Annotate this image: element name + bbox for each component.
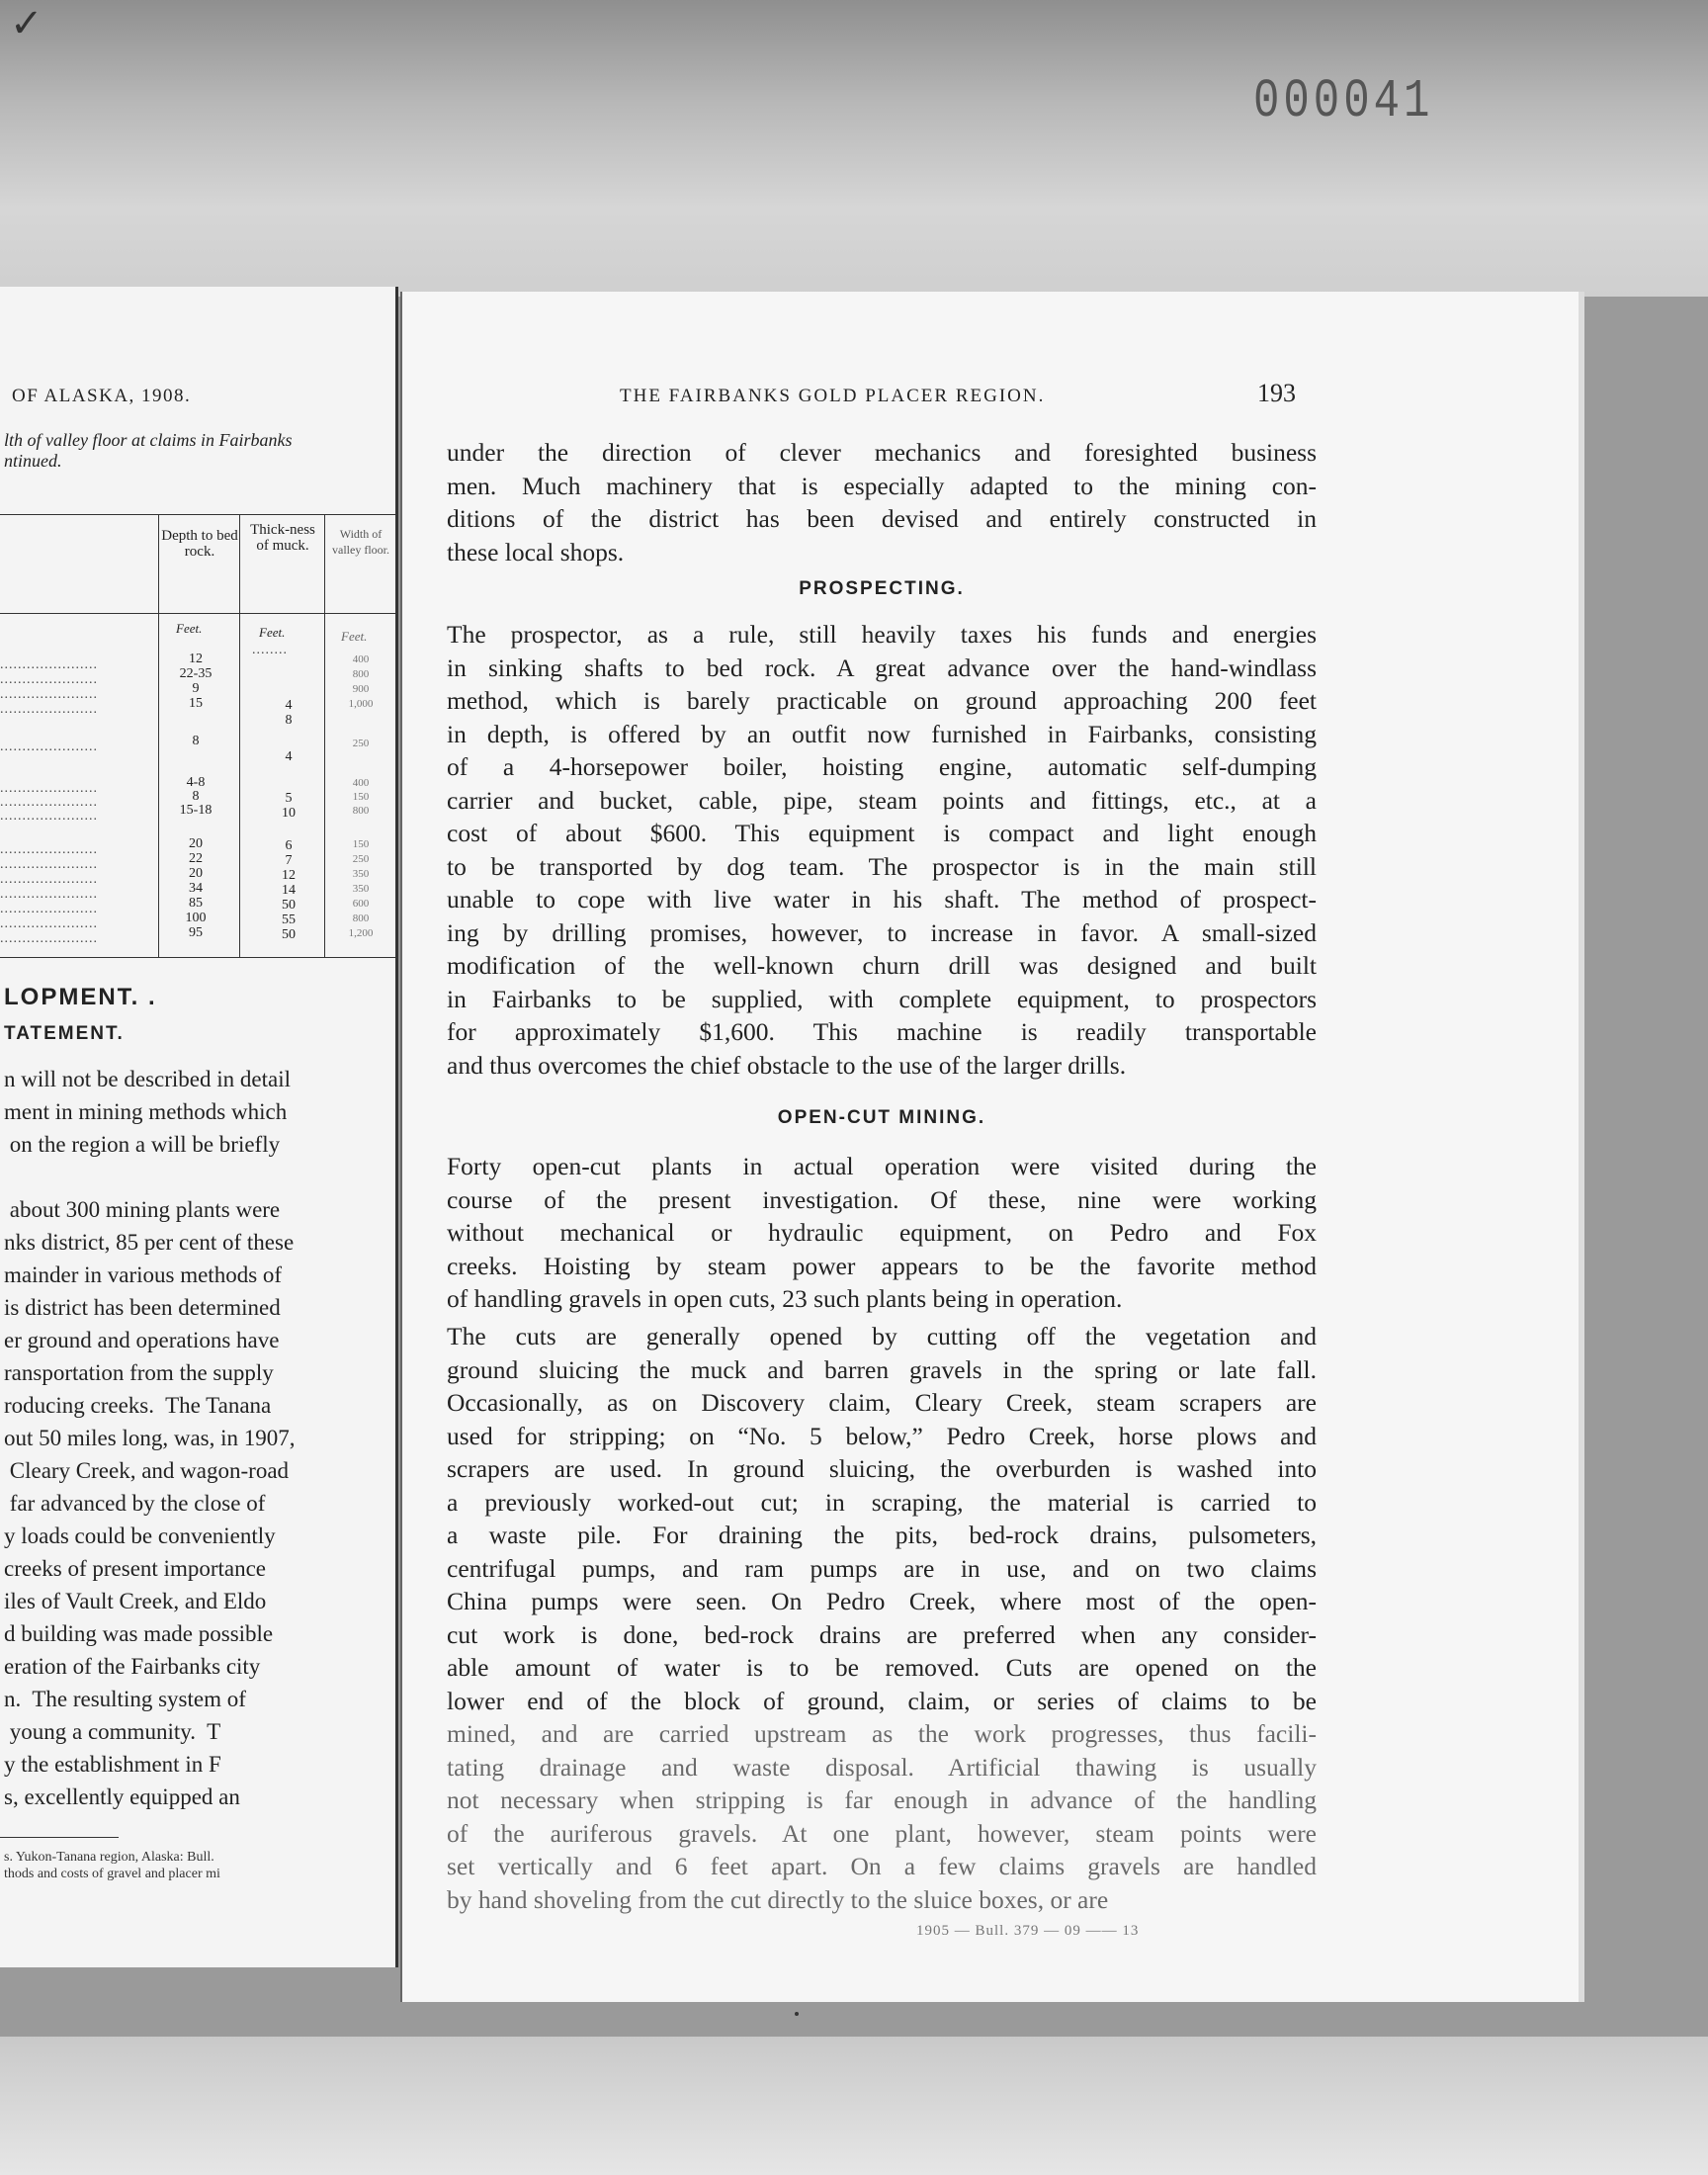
cell-width: 1,000 — [348, 698, 374, 710]
row-leader: ...................... — [0, 809, 98, 824]
text-line: centrifugal pumps, and ram pumps are in use, and on two claims — [447, 1553, 1317, 1583]
table-top-rule — [0, 514, 395, 515]
cell-width: 150 — [352, 791, 370, 803]
text-line: set vertically and 6 feet apart. On a few claims gravels are handled — [447, 1852, 1317, 1880]
cell-width: 800 — [352, 668, 370, 680]
cell-muck: 12 — [282, 868, 296, 883]
intro-paragraph — [447, 436, 1317, 568]
text-line: of the auriferous gravels. At one plant, however, steam points were — [447, 1818, 1317, 1848]
row-leader: ...................... — [0, 931, 98, 946]
scan-bottom-background — [0, 2037, 1708, 2175]
cell-muck: 4 — [285, 749, 293, 764]
unit-depth: Feet. — [176, 621, 203, 636]
cell-muck: 8 — [285, 713, 293, 728]
running-head: THE FAIRBANKS GOLD PLACER REGION. — [620, 386, 1046, 406]
text-line: in Fairbanks to be supplied, with complete equipment, to prospectors — [447, 984, 1317, 1013]
cell-muck: 5 — [285, 791, 293, 806]
text-line: ditions of the district has been devised and entirely constructed in — [447, 504, 1317, 533]
row-leader: ...................... — [0, 657, 98, 672]
text-line: by hand shoveling from the cut directly to the sluice boxes, or are — [447, 1884, 1109, 1914]
text-line: Occasionally, as on Discovery claim, Cleary Creek, steam scrapers are — [447, 1388, 1317, 1417]
table-col-divider — [324, 514, 325, 957]
cell-depth: 15-18 — [179, 803, 213, 818]
cell-depth: 15 — [189, 696, 203, 711]
cell-width: 350 — [352, 868, 370, 880]
table-header-rule — [0, 613, 395, 614]
cell-depth: 34 — [189, 881, 203, 896]
cell-depth: 22-35 — [179, 666, 213, 681]
cell-muck: 10 — [282, 806, 296, 821]
text-line: able amount of water is to be removed. Cuts are opened on the — [447, 1653, 1317, 1682]
cell-depth: 100 — [185, 911, 207, 925]
cell-muck: 4 — [285, 698, 293, 713]
text-line: and thus overcomes the chief obstacle to the use of the larger drills. — [447, 1050, 1127, 1080]
row-leader: ...................... — [0, 916, 98, 931]
page-number: 193 — [1257, 379, 1296, 407]
text-line: for approximately $1,600. This machine is readily transportable — [447, 1017, 1317, 1046]
text-line: these local shops. — [447, 537, 625, 566]
row-leader: ...................... — [0, 781, 98, 796]
text-line: China pumps were seen. On Pedro Creek, where most of the open- — [447, 1587, 1317, 1615]
archive-stamp-number: 000041 — [1253, 70, 1434, 133]
text-line: ing by drilling promises, however, to increase in favor. A small-sized — [447, 917, 1317, 947]
row-leader: ...................... — [0, 887, 98, 902]
text-line: modification of the well-known churn drill was designed and built — [447, 951, 1317, 980]
cell-width: 350 — [352, 883, 370, 895]
open-cut-paragraph-1 — [447, 1150, 1317, 1316]
row-leader: ........ — [252, 643, 288, 657]
speck — [795, 2012, 799, 2016]
left-body-text: n will not be described in detail ment in mining methods which on the region a will be briefly about 300 mining plants were nks district, 85 per cent of these mainder in various methods of is district has been determined er ground and operations have ransportation from the supply roducing creeks. The Tanana out 50 miles long, was, in 1907, Cleary Creek, and wagon-road far advanced by the close of y loads could be conveniently creeks of present importance iles of Vault Creek, and Eldo d building was made possible eration of the Fairbanks city n. The resulting system of young a community. T y the establishment in F s, excellently equipped an — [4, 1067, 296, 1809]
cell-width: 400 — [352, 653, 370, 665]
cell-width: 600 — [352, 898, 370, 910]
open-cut-paragraph-2 — [447, 1320, 1317, 1916]
cell-width: 800 — [352, 805, 370, 817]
cell-depth: 22 — [189, 851, 203, 866]
text-line: a previously worked-out cut; in scraping, the material is carried to — [447, 1487, 1317, 1517]
table-caption: lth of valley floor at claims in Fairbanks ntinued. — [4, 430, 293, 471]
text-line: The prospector, as a rule, still heavily taxes his funds and energies — [447, 620, 1317, 649]
section-title: LOPMENT. . — [4, 984, 157, 1010]
cell-depth: 8 — [192, 734, 200, 748]
cell-muck: 55 — [282, 913, 296, 927]
prospecting-paragraph — [447, 618, 1317, 1082]
cell-muck: 6 — [285, 838, 293, 853]
text-line: men. Much machinery that is especially adapted to the mining con- — [447, 471, 1317, 500]
cell-muck: 14 — [282, 883, 296, 898]
section-subtitle: TATEMENT. — [4, 1023, 125, 1044]
unit-muck: Feet. — [259, 625, 286, 640]
text-line: a waste pile. For draining the pits, bed-rock drains, pulsometers, — [447, 1521, 1317, 1549]
col-header-muck: Thick-ness of muck. — [250, 522, 315, 554]
text-line: under the direction of clever mechanics and foresighted business — [447, 438, 1317, 467]
row-leader: ...................... — [0, 842, 98, 857]
footnote-rule — [0, 1837, 119, 1838]
cell-depth: 85 — [189, 896, 203, 911]
text-line: not necessary when stripping is far enough in advance of the handling — [447, 1785, 1317, 1814]
cell-depth: 20 — [189, 836, 203, 851]
row-leader: ...................... — [0, 795, 98, 810]
left-page — [0, 287, 398, 1967]
cell-width: 250 — [352, 853, 370, 865]
text-line: lower end of the block of ground, claim, or series of claims to be — [447, 1686, 1317, 1715]
cell-muck: 7 — [285, 853, 293, 868]
text-line: tating drainage and waste disposal. Artificial thawing is usually — [447, 1752, 1317, 1782]
col-header-depth: Depth to bed rock. — [161, 528, 238, 560]
text-line: method, which is barely practicable on ground approaching 200 feet — [447, 686, 1317, 715]
text-line: of handling gravels in open cuts, 23 such plants being in operation. — [447, 1284, 1123, 1313]
left-running-head: OF ALASKA, 1908. — [12, 386, 192, 406]
heading-prospecting: PROSPECTING. — [799, 578, 965, 599]
text-line: cost of about $600. This equipment is compact and light enough — [447, 819, 1317, 847]
text-line: cut work is done, bed-rock drains are preferred when any consider- — [447, 1619, 1317, 1649]
cell-width: 250 — [352, 738, 370, 749]
text-line: course of the present investigation. Of these, nine were working — [447, 1184, 1317, 1214]
cell-depth: 12 — [189, 652, 203, 666]
text-line: in depth, is offered by an outfit now furnished in Fairbanks, consisting — [447, 719, 1317, 748]
row-leader: ...................... — [0, 902, 98, 916]
cell-width: 1,200 — [348, 927, 374, 939]
cell-width: 150 — [352, 838, 370, 850]
cell-width: 800 — [352, 913, 370, 924]
table-col-divider — [158, 514, 159, 957]
table-col-divider — [239, 514, 240, 957]
row-leader: ...................... — [0, 872, 98, 887]
text-line: The cuts are generally opened by cutting off the vegetation and — [447, 1322, 1317, 1350]
heading-open-cut-mining: OPEN-CUT MINING. — [777, 1107, 986, 1128]
signature-line: 1905 — Bull. 379 — 09 —— 13 — [916, 1923, 1140, 1939]
cell-depth: 8 — [192, 789, 200, 804]
row-leader: ...................... — [0, 740, 98, 754]
left-footnote: s. Yukon-Tanana region, Alaska: Bull. thods and costs of gravel and placer mi — [4, 1850, 220, 1881]
scan-top-background — [0, 0, 1708, 297]
text-line: used for stripping; on “No. 5 below,” Pedro Creek, horse plows and — [447, 1421, 1317, 1450]
cell-depth: 9 — [192, 681, 200, 696]
text-line: of a 4-horsepower boiler, hoisting engine, automatic self-dumping — [447, 752, 1317, 781]
corner-mark: ✓ — [10, 1, 43, 45]
text-line: unable to cope with live water in his shaft. The method of prospect- — [447, 885, 1317, 914]
row-leader: ...................... — [0, 687, 98, 702]
col-header-width: Width of valley floor. — [332, 527, 389, 557]
row-leader: ...................... — [0, 672, 98, 687]
text-line: scrapers are used. In ground sluicing, the overburden is washed into — [447, 1454, 1317, 1483]
text-line: without mechanical or hydraulic equipment, on Pedro and Fox — [447, 1218, 1317, 1247]
text-line: mined, and are carried upstream as the work progresses, thus facili- — [447, 1719, 1317, 1748]
text-line: to be transported by dog team. The prospector is in the main still — [447, 851, 1317, 881]
text-line: in sinking shafts to bed rock. A great advance over the hand-windlass — [447, 652, 1317, 682]
cell-width: 400 — [352, 777, 370, 789]
row-leader: ...................... — [0, 857, 98, 872]
unit-width: Feet. — [341, 629, 368, 644]
cell-muck: 50 — [282, 898, 296, 913]
table-bottom-rule — [0, 957, 395, 958]
text-line: creeks. Hoisting by steam power appears to be the favorite method — [447, 1251, 1317, 1280]
text-line: Forty open-cut plants in actual operation were visited during the — [447, 1152, 1317, 1180]
cell-depth: 20 — [189, 866, 203, 881]
text-line: carrier and bucket, cable, pipe, steam points and fittings, etc., at a — [447, 785, 1317, 815]
cell-width: 900 — [352, 683, 370, 695]
text-line: ground sluicing the muck and barren gravels in the spring or late fall. — [447, 1354, 1317, 1384]
cell-muck: 50 — [282, 927, 296, 942]
cell-depth: 95 — [189, 925, 203, 940]
right-page — [400, 292, 1579, 2002]
cell-depth: 4-8 — [186, 775, 206, 790]
row-leader: ...................... — [0, 702, 98, 717]
